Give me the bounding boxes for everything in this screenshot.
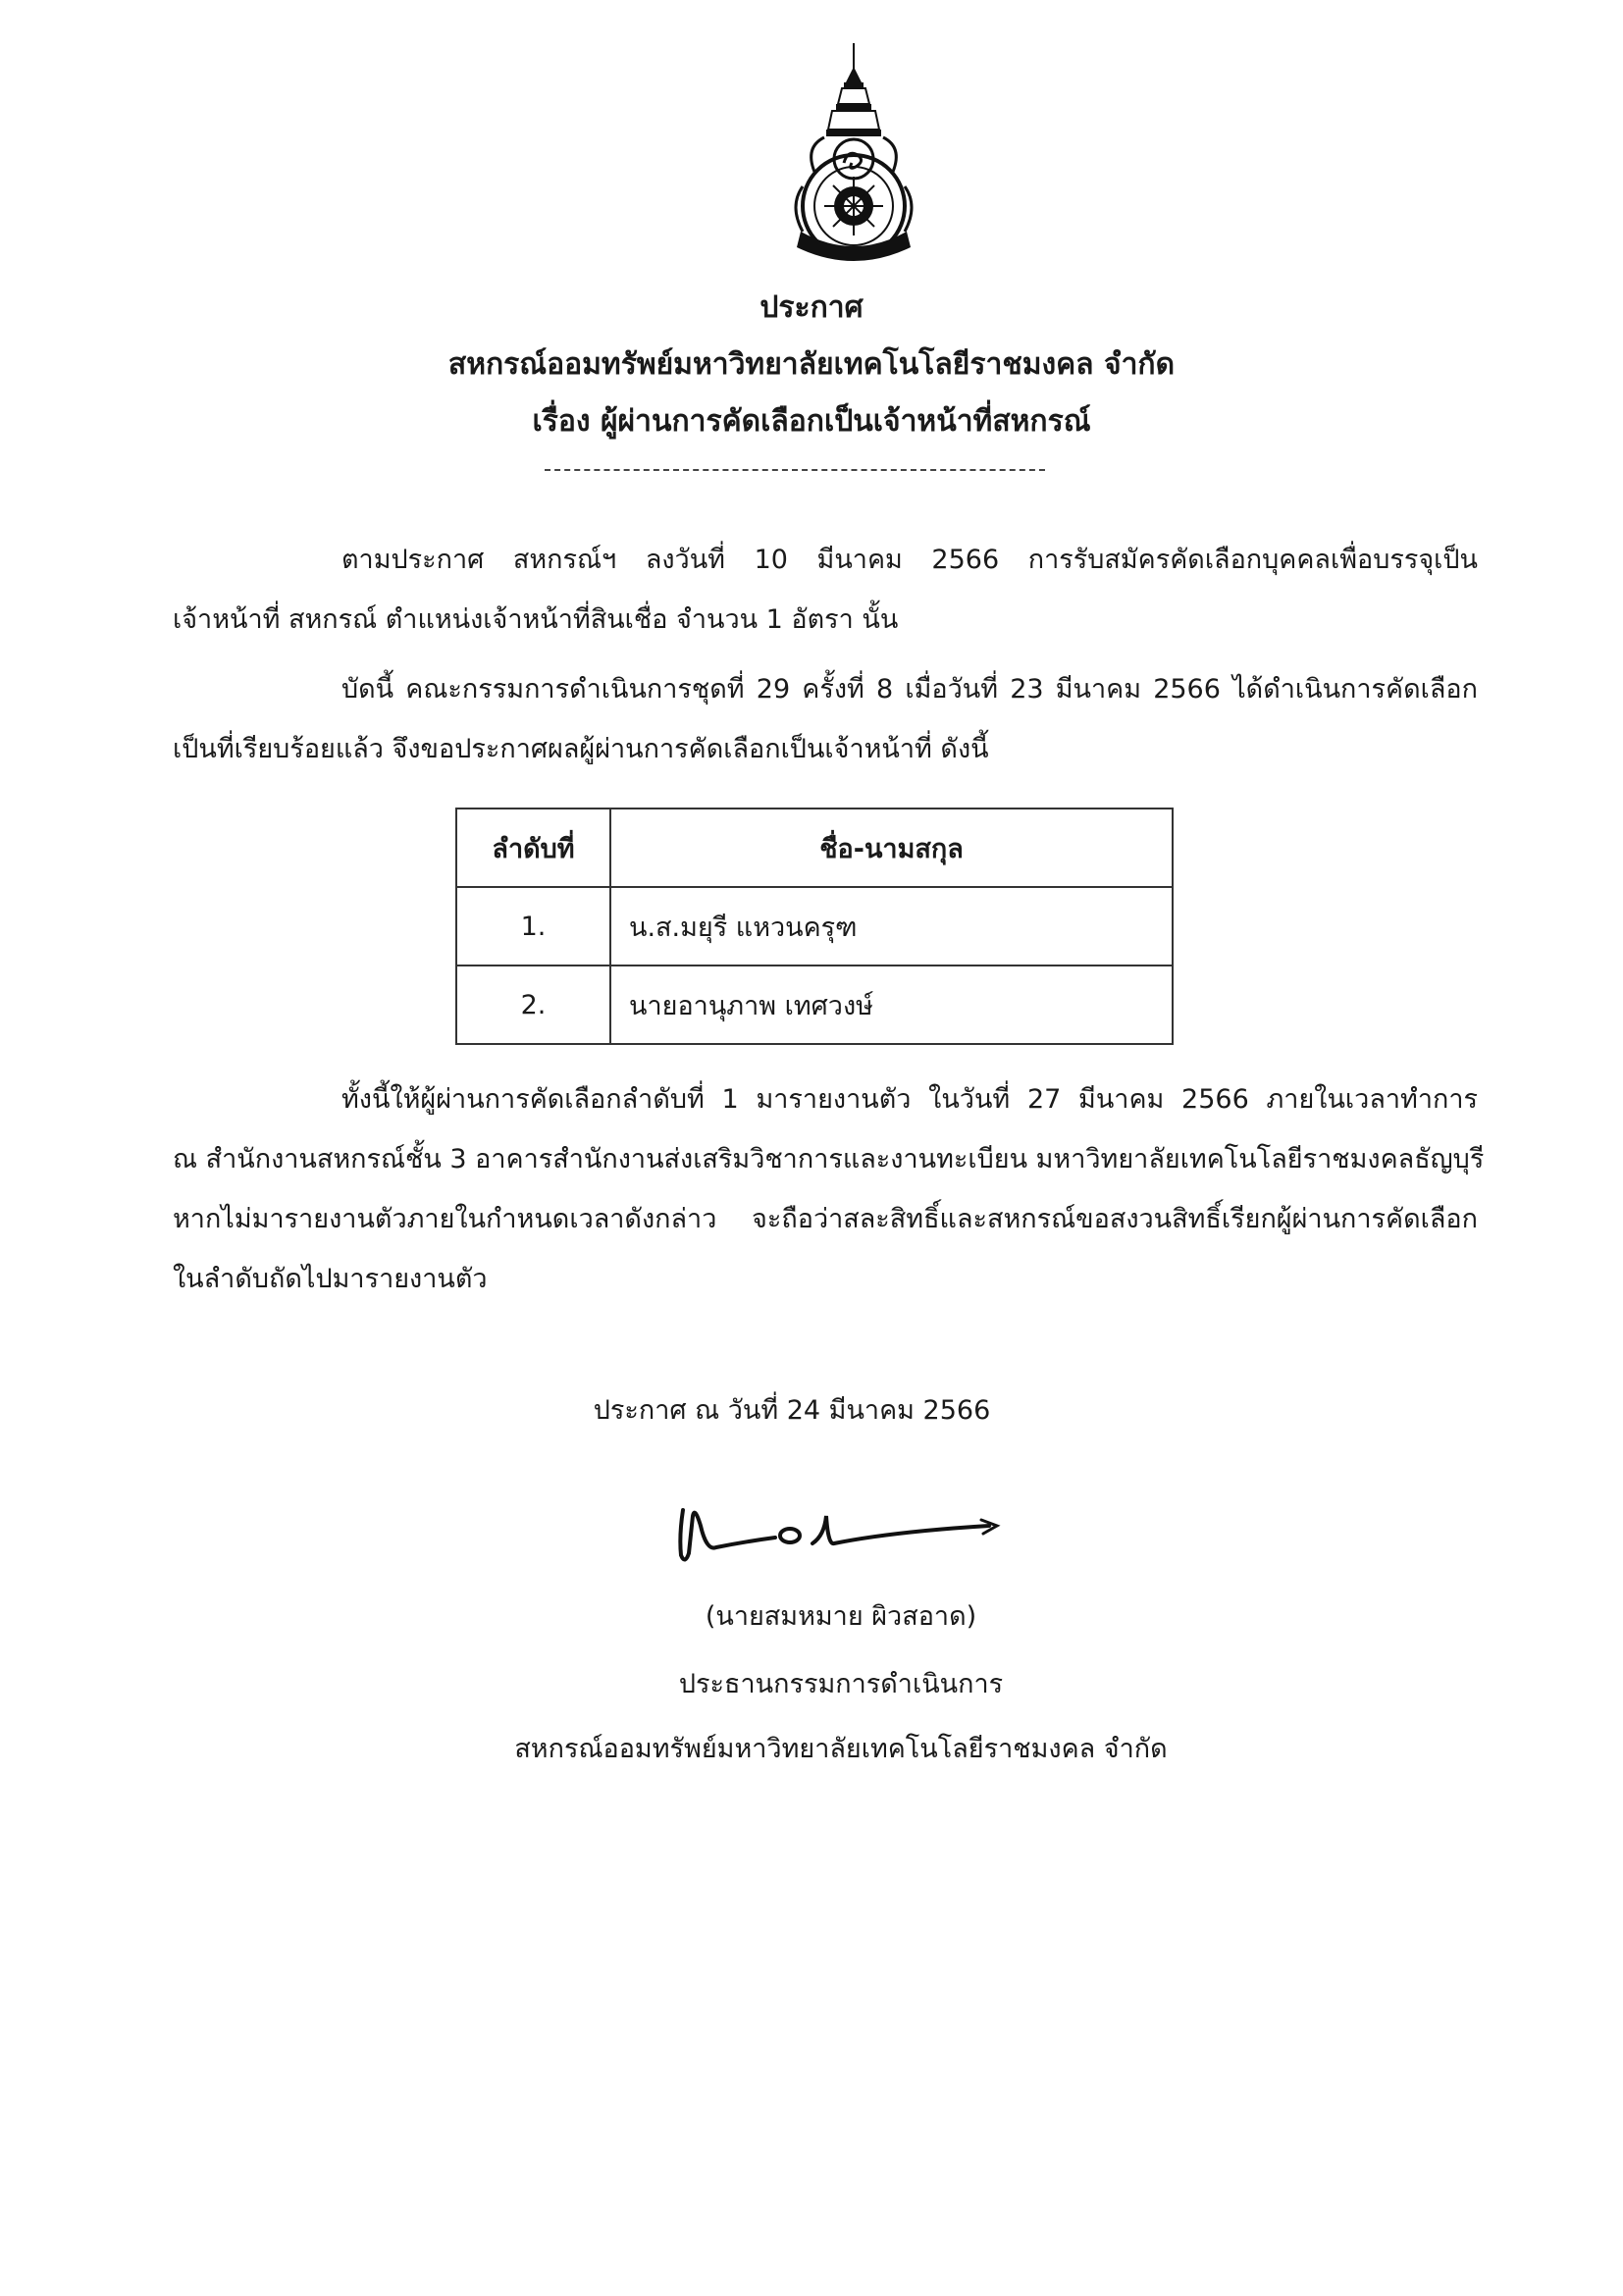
signer-organization: สหกรณ์ออมทรัพย์มหาวิทยาลัยเทคโนโลยีราชมงคล จำกัด [514,1734,1168,1764]
paragraph-result-intro [173,659,1478,779]
name-cell: น.ส.มยุรี แหวนครุฑ [610,887,1173,965]
header-divider [545,469,1045,471]
paragraph-line: ณ สำนักงานสหกรณ์ชั้น 3 อาคารสำนักงานส่งเสริมวิชาการและงานทะเบียน มหาวิทยาลัยเทคโนโลยีราชมงคลธัญบุรี [173,1144,1485,1174]
signer-title: ประธานกรรมการดำเนินการ [678,1669,1004,1699]
signer-name: (นายสมหมาย ผิวสอาด) [705,1601,977,1632]
paragraph-line: เจ้าหน้าที่ สหกรณ์ ตำแหน่งเจ้าหน้าที่สินเชื่อ จำนวน 1 อัตรา นั้น [173,604,899,635]
handwritten-signature-icon [677,1496,1011,1575]
paragraph-line: ตามประกาศ สหกรณ์ฯ ลงวันที่ 10 มีนาคม 2566 การรับสมัครคัดเลือกบุคคลเพื่อบรรจุเป็น [341,545,1478,575]
paragraph-line: บัดนี้ คณะกรรมการดำเนินการชุดที่ 29 ครั้งที่ 8 เมื่อวันที่ 23 มีนาคม 2566 ได้ดำเนินการคัดเลือก [341,674,1478,704]
paragraph-reporting-instructions [173,1070,1485,1309]
paragraph-line: ในลำดับถัดไปมารายงานตัว [173,1264,488,1294]
announcement-date: ประกาศ ณ วันที่ 24 มีนาคม 2566 [593,1395,991,1426]
table-row [456,965,1173,1044]
announcement-heading: ประกาศ [759,290,864,325]
order-cell: 1. [456,887,610,965]
name-cell: นายอานุภาพ เทศวงษ์ [610,965,1173,1044]
table-header-row [456,809,1173,887]
paragraph-reference [173,530,1478,650]
paragraph-line: ทั้งนี้ให้ผู้ผ่านการคัดเลือกลำดับที่ 1 มารายงานตัว ในวันที่ 27 มีนาคม 2566 ภายในเวลาทำการ [341,1084,1478,1115]
announcement-subject: เรื่อง ผู้ผ่านการคัดเลือกเป็นเจ้าหน้าที่สหกรณ์ [532,404,1091,439]
column-header-order: ลำดับที่ [456,809,610,887]
university-emblem-icon [775,39,932,275]
order-cell: 2. [456,965,610,1044]
column-header-name: ชื่อ-นามสกุล [610,809,1173,887]
results-table [455,808,1174,1045]
paragraph-line: หากไม่มารายงานตัวภายในกำหนดเวลาดังกล่าว จะถือว่าสละสิทธิ์และสหกรณ์ขอสงวนสิทธิ์เรียกผู้ผ่านการคัดเลือก [173,1204,1478,1234]
paragraph-line: เป็นที่เรียบร้อยแล้ว จึงขอประกาศผลผู้ผ่านการคัดเลือกเป็นเจ้าหน้าที่ ดังนี้ [173,734,989,764]
organization-name: สหกรณ์ออมทรัพย์มหาวิทยาลัยเทคโนโลยีราชมงคล จำกัด [447,347,1176,382]
table-row [456,887,1173,965]
